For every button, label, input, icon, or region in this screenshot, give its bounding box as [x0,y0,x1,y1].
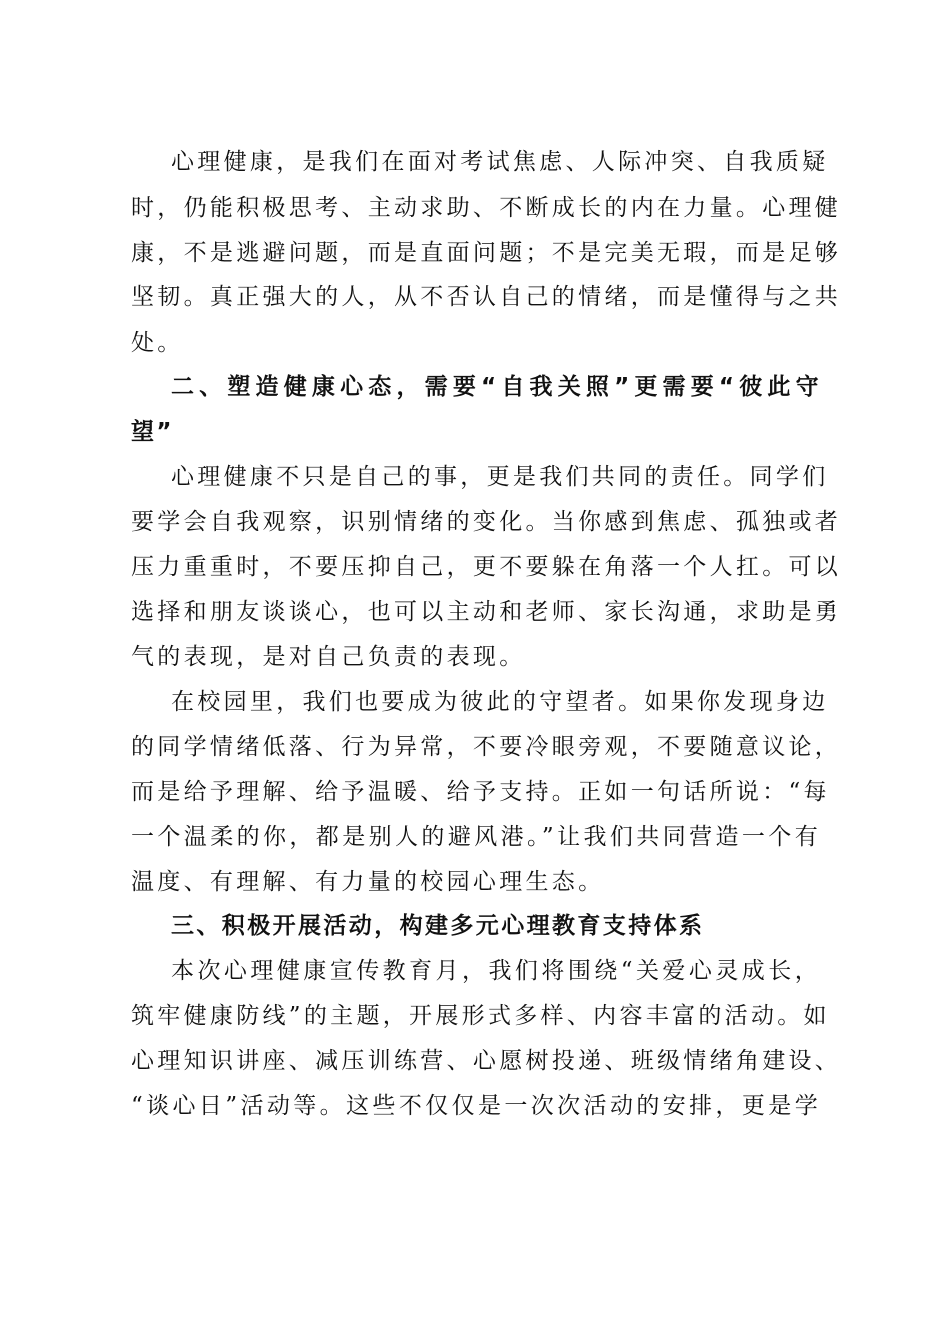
paragraph-4-line-3: 心理知识讲座、减压训练营、心愿树投递、班级情绪角建设、 [131,1048,842,1074]
paragraph-1-line-5: 处。 [131,330,184,356]
paragraph-3-line-2: 的同学情绪低落、行为异常，不要冷眼旁观，不要随意议论， [131,734,842,760]
paragraph-1-line-1: 心理健康，是我们在面对考试焦虑、人际冲突、自我质疑 [171,149,829,175]
paragraph-4-line-2: 筑牢健康防线”的主题，开展形式多样、内容丰富的活动。如 [131,1003,830,1029]
paragraph-2-line-3: 压力重重时，不要压抑自己，更不要躲在角落一个人扛。可以 [131,554,842,580]
paragraph-3-line-1: 在校园里，我们也要成为彼此的守望者。如果你发现身边 [171,689,829,715]
paragraph-3-line-3: 而是给予理解、给予温暖、给予支持。正如一句话所说：“每 [131,779,830,805]
paragraph-4-line-1: 本次心理健康宣传教育月，我们将围绕“关爱心灵成长， [171,958,821,984]
paragraph-2-line-1: 心理健康不只是自己的事，更是我们共同的责任。同学们 [171,464,829,490]
paragraph-3-line-4: 一个温柔的你，都是别人的避风港。”让我们共同营造一个有 [131,824,821,850]
paragraph-2-line-5: 气的表现，是对自己负责的表现。 [131,644,526,670]
paragraph-4-line-4: “谈心日”活动等。这些不仅仅是一次次活动的安排，更是学 [131,1093,821,1119]
section-heading-2-line-2: 望” [131,419,174,445]
section-heading-3: 三、积极开展活动，构建多元心理教育支持体系 [171,913,705,939]
paragraph-2-line-4: 选择和朋友谈谈心，也可以主动和老师、家长沟通，求助是勇 [131,599,842,625]
paragraph-1-line-2: 时，仍能积极思考、主动求助、不断成长的内在力量。心理健 [131,195,842,221]
paragraph-1-line-3: 康，不是逃避问题，而是直面问题；不是完美无瑕，而是足够 [131,240,842,266]
paragraph-2-line-2: 要学会自我观察，识别情绪的变化。当你感到焦虑、孤独或者 [131,509,842,535]
section-heading-2-line-1: 二、塑造健康心态，需要“自我关照”更需要“彼此守 [171,374,821,400]
paragraph-3-line-5: 温度、有理解、有力量的校园心理生态。 [131,869,605,895]
paragraph-1-line-4: 坚韧。真正强大的人，从不否认自己的情绪，而是懂得与之共 [131,284,842,310]
